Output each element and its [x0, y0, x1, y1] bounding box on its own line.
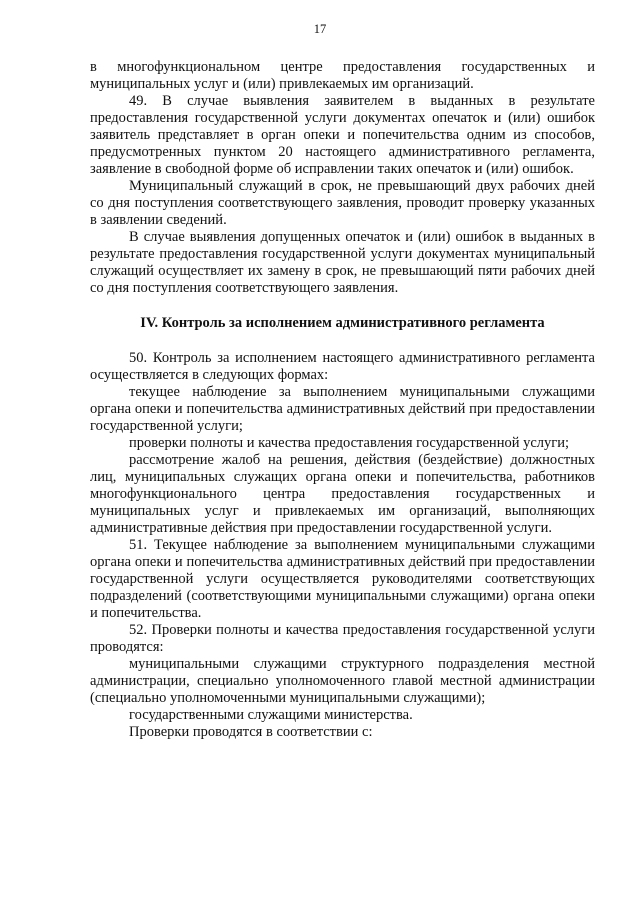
paragraph-replacement-term: В случае выявления допущенных опечаток и (или) ошибок в выданных в результате предоставления государственной услуги документах муниципальный служащий осуществляет их замену в срок, не превышающий пяти рабочих дней со дня поступления соответствующего заявления.: [90, 229, 595, 296]
paragraph-49: 49. В случае выявления заявителем в выданных в результате предоставления государственной услуги документах опечаток и (или) ошибок заявитель представляет в орган опеки и попечительства одним из способов, предусмотренных пунктом 20 настоящего административного регламента, заявление в свободной форме об исправлении таких опечаток и (или) ошибок.: [90, 93, 595, 177]
document-body: [90, 59, 595, 741]
list-item-quality-checks: проверки полноты и качества предоставления государственной услуги;: [129, 435, 569, 451]
paragraph-50: 50. Контроль за исполнением настоящего административного регламента осуществляется в следующих формах:: [90, 350, 595, 383]
list-item-municipal-officials: муниципальными служащими структурного подразделения местной администрации, специально уполномоченного главой местной администрации (специально уполномоченными муниципальными служащими);: [90, 656, 595, 706]
paragraph-continuation: в многофункциональном центре предоставления государственных и муниципальных услуг и (или) привлекаемых им организаций.: [90, 59, 595, 92]
paragraph-52: 52. Проверки полноты и качества предоставления государственной услуги проводятся:: [90, 622, 595, 655]
list-item-complaints: рассмотрение жалоб на решения, действия (бездействие) должностных лиц, муниципальных служащих органа опеки и попечительства, работников многофункционального центра предоставления государственных и муниципальных услуг и привлекаемых им организаций, выполняющих административные действия при предоставлении государственной услуги.: [90, 452, 595, 536]
paragraph-51: 51. Текущее наблюдение за выполнением муниципальными служащими органа опеки и попечительства административных действий при предоставлении государственной услуги осуществляется руководителями соответствующих подразделений (соответствующими муниципальными служащими) органа опеки и попечительства.: [90, 537, 595, 621]
section-heading: IV. Контроль за исполнением административного регламента: [140, 315, 545, 331]
paragraph-review-term: Муниципальный служащий в срок, не превышающий двух рабочих дней со дня поступления соответствующего заявления, проводит проверку указанных в заявлении сведений.: [90, 178, 595, 228]
list-item-current-monitoring: текущее наблюдение за выполнением муниципальными служащими органа опеки и попечительства административных действий при предоставлении государственной услуги;: [90, 384, 595, 434]
page-number: 17: [313, 22, 327, 36]
paragraph-checks-basis: Проверки проводятся в соответствии с:: [129, 724, 373, 740]
list-item-state-officials: государственными служащими министерства.: [129, 707, 413, 723]
